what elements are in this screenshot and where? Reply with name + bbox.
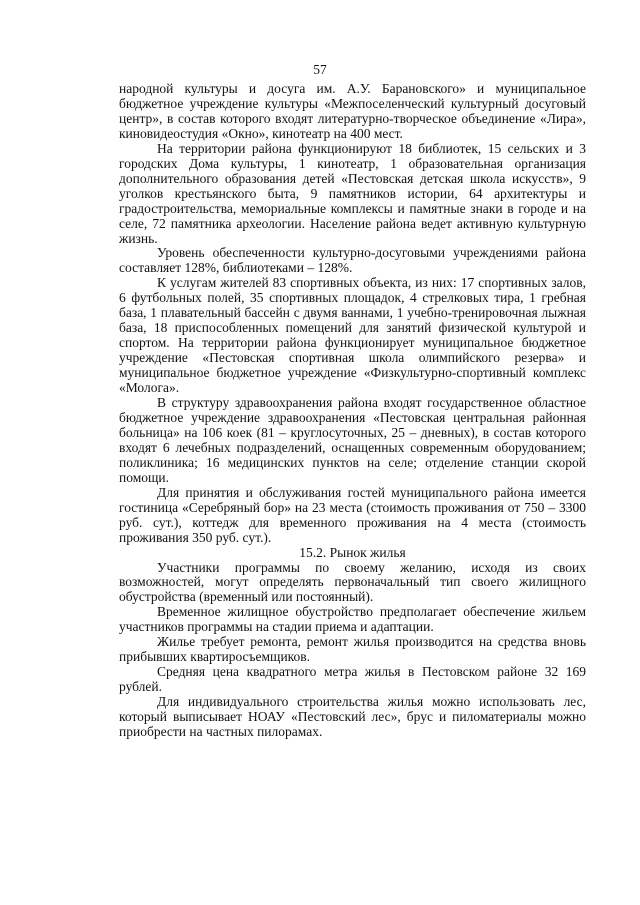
paragraph: Жилье требует ремонта, ремонт жилья производится на средства вновь прибывших квартиросъемщиков. xyxy=(119,634,586,665)
section-heading: 15.2. Рынок жилья xyxy=(299,544,406,560)
page-number: 57 xyxy=(313,62,327,77)
paragraph: народной культуры и досуга им. А.У. Барановского» и муниципальное бюджетное учреждение культуры «Межпоселенческий культурный досуговый центр», в состав которого входят литературно-творческое объединение «Лира», киновидеостудия «Окно», кинотеатр на 400 мест. xyxy=(119,81,586,141)
paragraph: Уровень обеспеченности культурно-досуговыми учреждениями района составляет 128%, библиотеками – 128%. xyxy=(119,245,586,276)
paragraph: Средняя цена квадратного метра жилья в Пестовском районе 32 169 рублей. xyxy=(119,664,586,695)
paragraph: К услугам жителей 83 спортивных объекта, из них: 17 спортивных залов, 6 футбольных полей, 35 спортивных площадок, 4 стрелковых тира, 1 гребная база, 1 плавательный бассейн с двумя ваннами, 1 учебно-тренировочная лыжная база, 18 приспособленных помещений для занятий физической культурой и спортом. На территории района функционирует муниципальное бюджетное учреждение «Пестовская спортивная школа олимпийского резерва» и муниципальное бюджетное учреждение «Физкультурно-спортивный комплекс «Молога». xyxy=(119,275,586,396)
paragraph: В структуру здравоохранения района входят государственное областное бюджетное учреждение здравоохранения «Пестовская центральная районная больница» на 106 коек (81 – круглосуточных, 25 – дневных), в состав которого входят 6 лечебных подразделений, оснащенных современным оборудованием; поликлиника; 16 медицинских пунктов на селе; отделение станции скорой помощи. xyxy=(119,395,586,485)
document-body xyxy=(119,82,586,740)
paragraph: Для принятия и обслуживания гостей муниципального района имеется гостиница «Серебряный бор» на 23 места (стоимость проживания от 750 – 3300 руб. сут.), коттедж для временного проживания на 4 места (стоимость проживания 350 руб. сут.). xyxy=(119,484,586,545)
paragraph: Для индивидуального строительства жилья можно использовать лес, который выписывает НОАУ «Пестовский лес», брус и пиломатериалы можно приобрести на частных пилорамах. xyxy=(119,694,586,739)
paragraph: Участники программы по своему желанию, исходя из своих возможностей, могут определять первоначальный тип своего жилищного обустройства (временный или постоянный). xyxy=(119,559,586,605)
paragraph: На территории района функционируют 18 библиотек, 15 сельских и 3 городских Дома культуры, 1 кинотеатр, 1 образовательная организация дополнительного образования детей «Пестовская детская школа искусств», 9 уголков крестьянского быта, 9 памятников истории, 64 архитектуры и градостроительства, мемориальные комплексы и памятные знаки в городе и на селе, 72 памятника археологии. Население района ведет активную культурную жизнь. xyxy=(119,140,586,246)
paragraph: Временное жилищное обустройство предполагает обеспечение жильем участников программы на стадии приема и адаптации. xyxy=(119,604,586,635)
